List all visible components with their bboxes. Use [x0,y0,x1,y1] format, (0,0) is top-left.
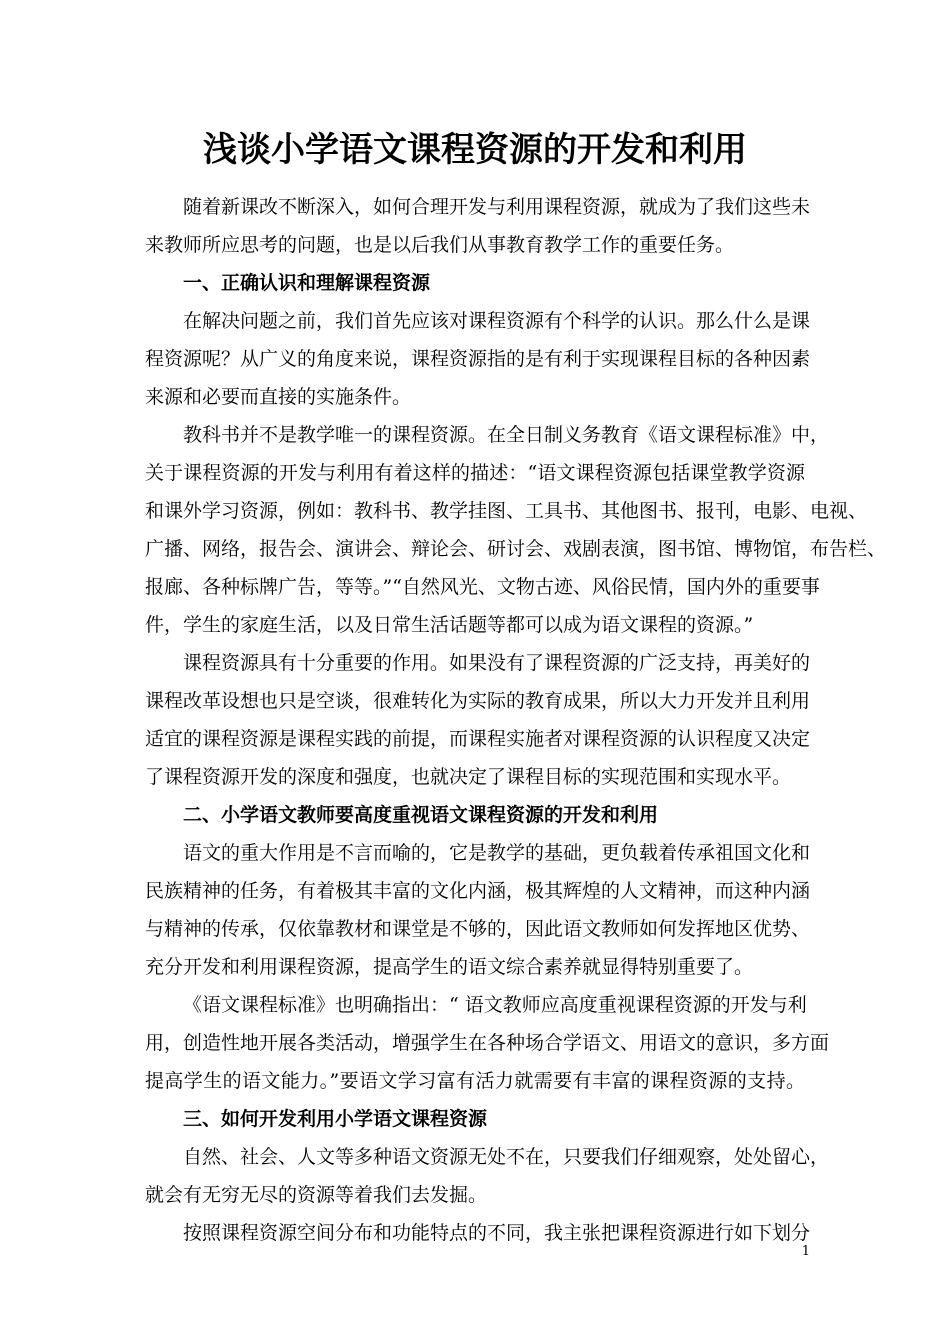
paragraph-line: 适宜的课程资源是课程实践的前提，而课程实施者对课程资源的认识程度又决定 [145,728,811,750]
paragraph-line: 广播、网络，报告会、演讲会、辩论会、研讨会、戏剧表演，图书馆、博物馆，布告栏、 [145,538,887,560]
document-title: 浅谈小学语文课程资源的开发和利用 [203,130,747,170]
paragraph-line: 和课外学习资源，例如：教科书、教学挂图、工具书、其他图书、报刊，电影、电视、 [145,500,868,522]
paragraph-line: 了课程资源开发的深度和强度，也就决定了课程目标的实现范围和实现水平。 [145,766,792,788]
document-body [145,188,887,1252]
paragraph-line: 按照课程资源空间分布和功能特点的不同，我主张把课程资源进行如下划分 [183,1222,811,1244]
page-number: 1 [801,1244,810,1259]
paragraph-line: 报廊、各种标牌广告，等等。”“自然风光、文物古迹、风俗民情，国内外的重要事 [145,576,820,598]
paragraph-line: 关于课程资源的开发与利用有着这样的描述：“语文课程资源包括课堂教学资源 [145,462,805,484]
paragraph-line: 课程资源具有十分重要的作用。如果没有了课程资源的广泛支持，再美好的 [183,652,811,674]
paragraph-line: 随着新课改不断深入，如何合理开发与利用课程资源，就成为了我们这些未 [183,196,811,218]
paragraph-line: 来教师所应思考的问题，也是以后我们从事教育教学工作的重要任务。 [145,234,735,256]
section-heading: 一、正确认识和理解课程资源 [183,272,431,294]
paragraph-line: 充分开发和利用课程资源，提高学生的语文综合素养就显得特别重要了。 [145,956,754,978]
paragraph-line: 程资源呢？从广义的角度来说，课程资源指的是有利于实现课程目标的各种因素 [145,348,811,370]
paragraph-line: 提高学生的语文能力。”要语文学习富有活力就需要有丰富的课程资源的支持。 [145,1070,805,1092]
paragraph-line: 与精神的传承，仅依靠教材和课堂是不够的，因此语文教师如何发挥地区优势、 [145,918,811,940]
paragraph-line: 民族精神的任务，有着极其丰富的文化内涵，极其辉煌的人文精神，而这种内涵 [145,880,811,902]
paragraph-line: 自然、社会、人文等多种语文资源无处不在，只要我们仔细观察，处处留心， [183,1146,830,1168]
paragraph-line: 来源和必要而直接的实施条件。 [145,386,412,408]
paragraph-line: 在解决问题之前，我们首先应该对课程资源有个科学的认识。那么什么是课 [183,310,811,332]
paragraph-line: 语文的重大作用是不言而喻的，它是教学的基础，更负载着传承祖国文化和 [183,842,811,864]
section-heading: 三、如何开发利用小学语文课程资源 [183,1108,488,1130]
paragraph-line: 《语文课程标准》也明确指出：“ 语文教师应高度重视课程资源的开发与利 [183,994,807,1016]
paragraph-line: 就会有无穷无尽的资源等着我们去发掘。 [145,1184,488,1206]
section-heading: 二、小学语文教师要高度重视语文课程资源的开发和利用 [183,804,659,826]
paragraph-line: 件，学生的家庭生活，以及日常生活话题等都可以成为语文课程的资源。” [145,614,754,636]
paragraph-line: 课程改革设想也只是空谈，很难转化为实际的教育成果，所以大力开发并且利用 [145,690,811,712]
paragraph-line: 教科书并不是教学唯一的课程资源。在全日制义务教育《语文课程标准》中， [183,424,830,446]
paragraph-line: 用，创造性地开展各类活动，增强学生在各种场合学语文、用语文的意识，多方面 [145,1032,830,1054]
